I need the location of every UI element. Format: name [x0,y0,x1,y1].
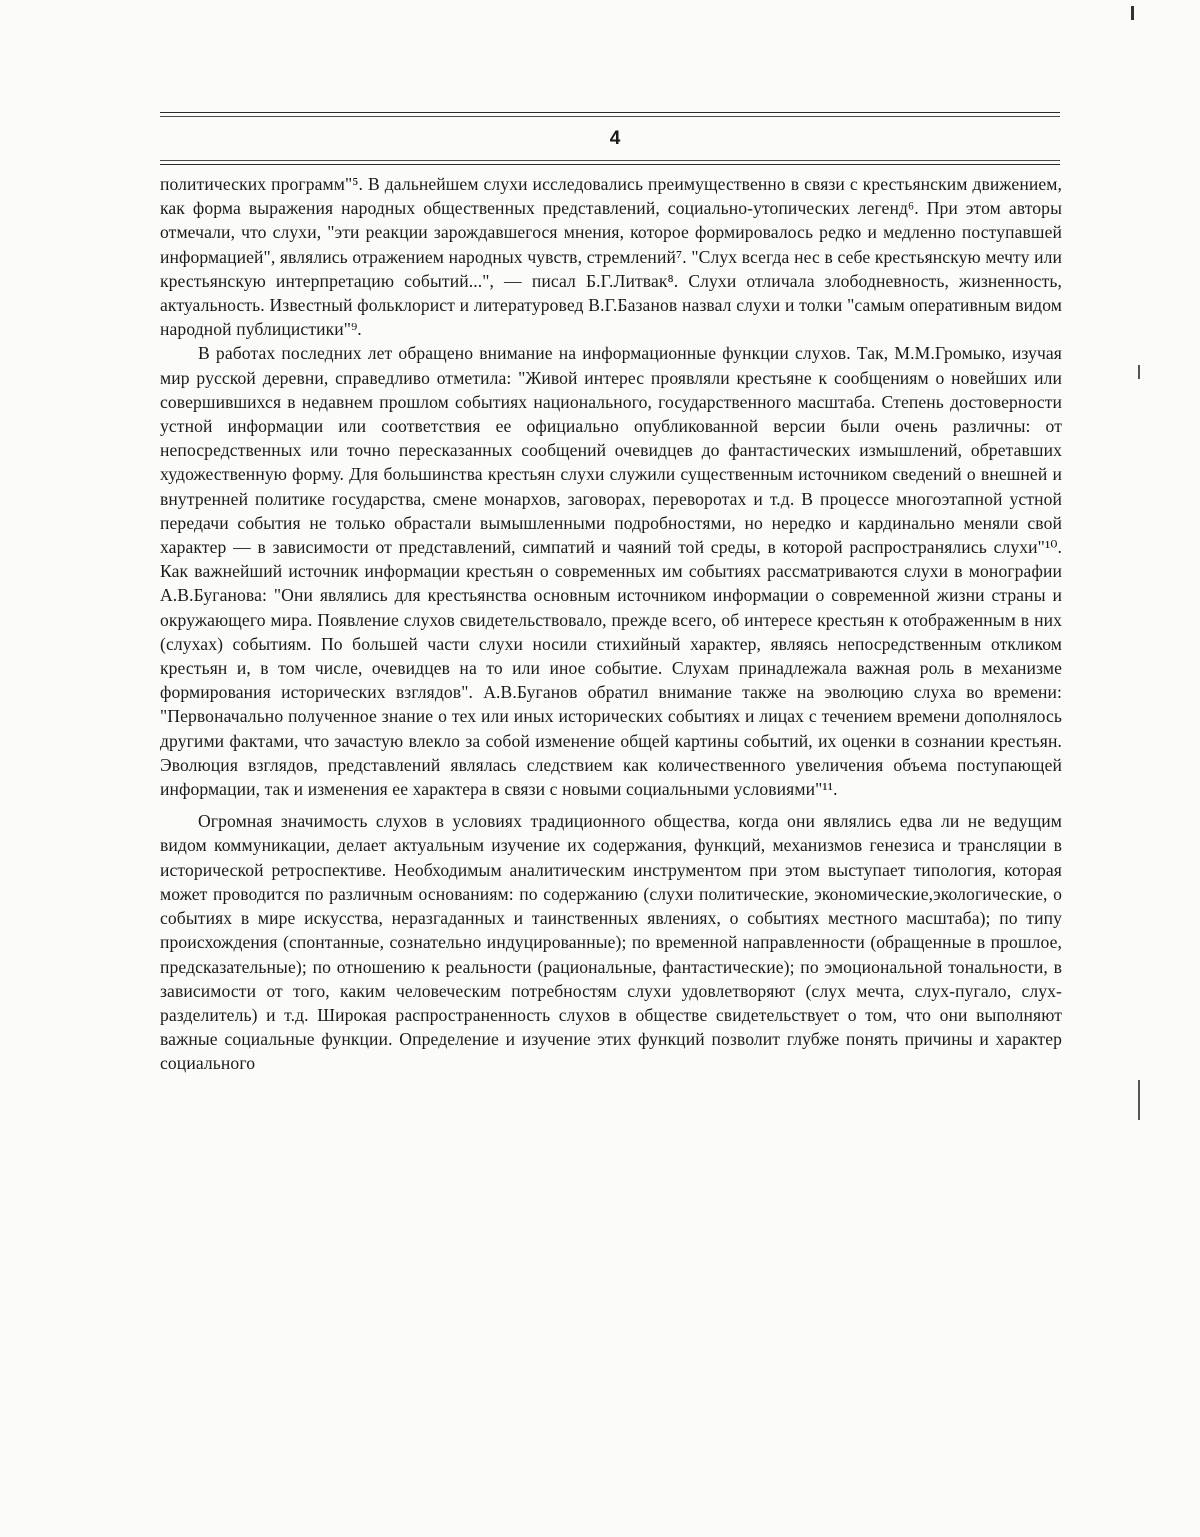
header-rule-line [160,116,1060,117]
header-rule-line [160,160,1060,161]
paragraph-2: В работах последних лет обращено внимание на информационные функции слухов. Так, М.М.Громыко, изучая мир русской деревни, справедливо отметила: "Живой интерес проявляли крестьяне к сообщениям о новейших или совершившихся в недавнем прошлом событиях национального, государственного масштаба. Степень достоверности устной информации или соответствия ее официально опубликованной версии были очень различны: от непосредственных или точно пересказанных сообщений очевидцев до фантастических измышлений, обретавших художественную форму. Для большинства крестьян слухи служили существенным источником сведений о внешней и внутренней политике государства, смене монархов, заговорах, переворотах и т.д. В процессе многоэтапной устной передачи события не только обрастали вымышленными подробностями, но нередко и кардинально меняли свой характер — в зависимости от представлений, симпатий и чаяний той среды, в которой распространялись слухи"¹⁰. Как важнейший источник информации крестьян о современных им событиях рассматриваются слухи в монографии А.В.Буганова: "Они являлись для крестьянства основным источником информации о современной жизни страны и окружающего мира. Появление слухов свидетельствовало, прежде всего, об интересе крестьян к отображенным в них (слухах) событиям. По большей части слухи носили стихийный характер, являясь непосредственным откликом крестьян и, в том числе, очевидцев на то или иное событие. Слухам принадлежала важная роль в механизме формирования исторических взглядов". А.В.Буганов обратил внимание также на эволюцию слуха во времени: "Первоначально полученное знание о тех или иных исторических событиях и лицах с течением времени дополнялось другими фактами, что зачастую влекло за собой изменение общей картины событий, их оценки в сознании крестьян. Эволюция взглядов, представлений являлась следствием как количественного увеличения объема поступающей информации, так и изменения ее характера в связи с новыми социальными условиями"¹¹. [160,343,1062,800]
scan-edge-mark [1138,365,1140,379]
paragraph-3: Огромная значимость слухов в условиях традиционного общества, когда они являлись едва ли не ведущим видом коммуникации, делает актуальным изучение их содержания, функций, механизмов генезиса и трансляции в исторической ретроспективе. Необходимым аналитическим инструментом при этом выступает типология, которая может проводится по различным основаниям: по содержанию (слухи политические, экономические,экологические, о событиях в мире искусства, неразгаданных и таинственных явлениях, о событиях местного масштаба); по типу происхождения (спонтанные, сознательно индуцированные); по временной направленности (обращенные в прошлое, предсказательные); по отношению к реальности (рациональные, фантастические); по эмоциональной тональности, в зависимости от того, каким человеческим потребностям слухи удовлетворяют (слух мечта, слух-пугало, слух-разделитель) и т.д. Широкая распространенность слухов в обществе свидетельствует о том, что они выполняют важные социальные функции. Определение и изучение этих функций позволит глубже понять причины и характер социального [160,811,1062,1074]
header-rule-line [160,112,1060,113]
paragraph-1: политических программ"⁵. В дальнейшем слухи исследовались преимущественно в связи с крестьянским движением, как форма выражения народных общественных представлений, социально-утопических легенд⁶. При этом авторы отмечали, что слухи, "эти реакции зарождавшегося мнения, которое формировалось редко и медленно поступавшей информацией", являлись отражением народных чувств, стремлений⁷. "Слух всегда нес в себе крестьянскую мечту или крестьянскую интерпретацию событий...", — писал Б.Г.Литвак⁸. Слухи отличала злободневность, жизненность, актуальность. Известный фольклорист и литературовед В.Г.Базанов назвал слухи и толки "самым оперативным видом народной публицистики"⁹. [160,174,1062,340]
body-text [160,172,1062,1076]
scan-edge-mark [1138,1080,1140,1120]
header-rule-bottom [160,160,1060,168]
header-rule-line [160,164,1060,165]
scan-artifact-mark [1131,6,1134,20]
header-rule-top [160,112,1060,120]
page-number: 4 [609,128,621,149]
